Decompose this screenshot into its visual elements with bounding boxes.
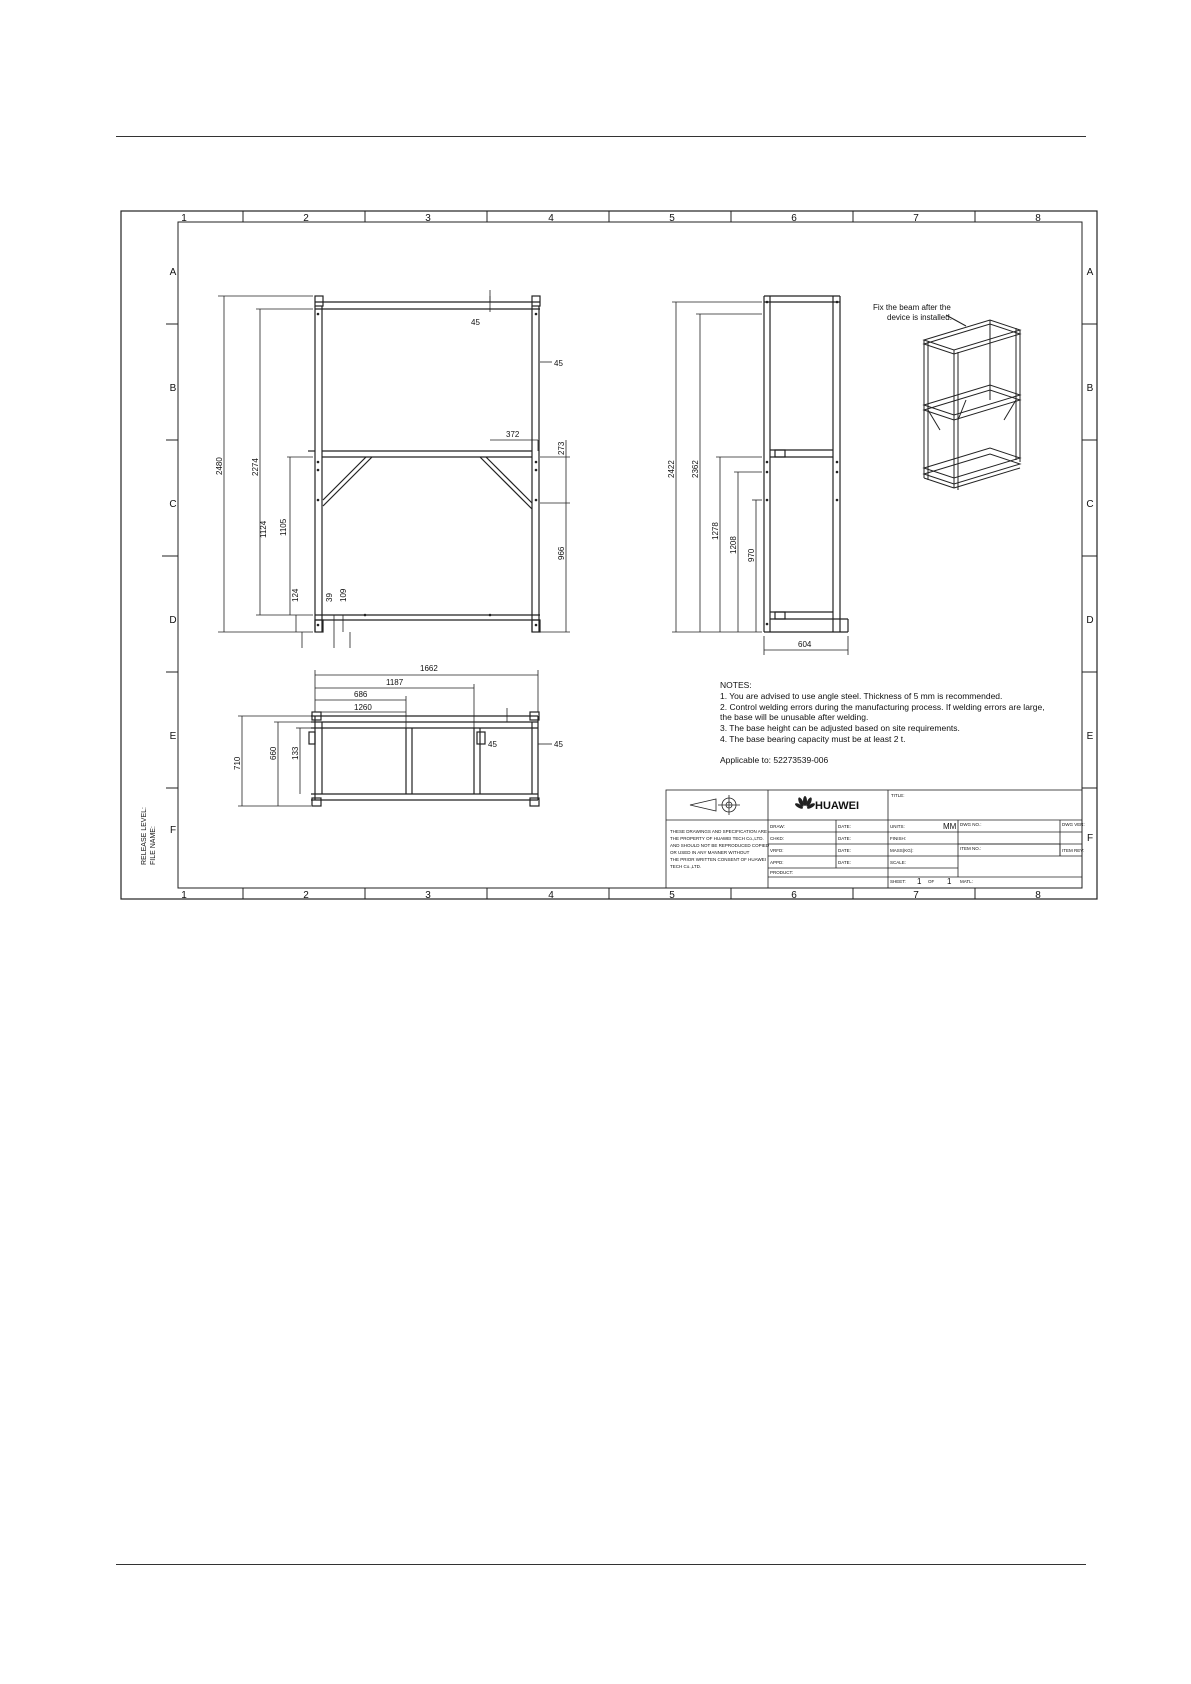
front-dimension-lines <box>218 290 570 648</box>
col-label: 8 <box>1035 890 1041 901</box>
dim-beam-h: 273 <box>557 441 566 455</box>
sheet-label: SHEET: <box>890 879 906 884</box>
units-value: MM <box>943 822 957 831</box>
copyright-line: THE PRIOR WRITTEN CONSENT OF HUAWEI <box>670 857 767 862</box>
note-line: 1. You are advised to use angle steel. Thickness of 5 mm is recommended. <box>720 691 1003 701</box>
col-label: 4 <box>548 890 554 901</box>
col-label: 7 <box>913 890 919 901</box>
date-label: DATE: <box>838 860 851 865</box>
col-label: 2 <box>303 890 309 901</box>
dim-total: 2480 <box>215 457 224 475</box>
dim-top-gap2: 45 <box>554 740 563 749</box>
note-line: 4. The base bearing capacity must be at least 2 t. <box>720 734 906 744</box>
dim-foot1: 39 <box>325 593 334 602</box>
note-line: 3. The base height can be adjusted based on site requirements. <box>720 723 960 733</box>
item-rev-label: ITEM REV: <box>1062 848 1085 853</box>
dim-side-depth: 604 <box>798 640 812 649</box>
drawn-label: DRAW: <box>770 824 785 829</box>
col-label: 8 <box>1035 213 1041 224</box>
date-label: DATE: <box>838 824 851 829</box>
release-level-label: RELEASE LEVEL: <box>141 807 148 865</box>
copyright-line: TECH Co.,LTD. <box>670 864 702 869</box>
col-label: 7 <box>913 213 919 224</box>
column-grid <box>162 211 1097 899</box>
mass-label: MASS(KG): <box>890 848 914 853</box>
row-label: A <box>1086 267 1094 278</box>
isometric-view <box>924 315 1020 490</box>
dim-beam-level2: 1105 <box>279 518 288 536</box>
appd-label: APPD: <box>770 860 784 865</box>
date-label: DATE: <box>838 848 851 853</box>
date-label: DATE: <box>838 836 851 841</box>
dim-beam-level: 1124 <box>259 520 268 538</box>
top-view <box>309 712 539 806</box>
scale-label: SCALE: <box>890 860 907 865</box>
dim-top-1187: 1187 <box>386 678 404 687</box>
col-label: 6 <box>791 890 797 901</box>
of-label: OF <box>928 879 935 884</box>
col-label: 6 <box>791 213 797 224</box>
dim-top-gap: 45 <box>471 318 480 327</box>
dwg-ver-label: DWG VER: <box>1062 822 1085 827</box>
row-label: E <box>169 731 177 742</box>
col-label: 1 <box>181 890 187 901</box>
dwg-no-label: DWG NO.: <box>960 822 982 827</box>
dim-side-beam3: 970 <box>747 548 756 562</box>
dim-top-overall: 1662 <box>420 664 438 673</box>
matl-label: MATL: <box>960 879 973 884</box>
front-dimension-labels <box>215 318 566 602</box>
col-label: 4 <box>548 213 554 224</box>
iso-note-line-2: device is installed. <box>887 313 952 322</box>
front-view-bolts <box>317 313 538 627</box>
row-label: B <box>169 383 177 394</box>
chkd-label: CHKD: <box>770 836 785 841</box>
top-dimension-lines <box>238 670 552 806</box>
dim-side-total: 2422 <box>667 460 676 478</box>
product-label: PRODUCT: <box>770 870 794 875</box>
sheet-total: 1 <box>947 877 952 886</box>
iso-note-line-1: Fix the beam after the <box>873 303 951 312</box>
file-name-label: FILE NAME: <box>150 826 157 865</box>
col-label: 2 <box>303 213 309 224</box>
sheet-number: 1 <box>917 877 922 886</box>
item-no-label: ITEM NO.: <box>960 846 982 851</box>
copyright-line: THE PROPERTY OF HUAWEI TECH Co.,LTD. <box>670 836 764 841</box>
huawei-wordmark: HUAWEI <box>815 800 859 812</box>
copyright-line: AND SHOULD NOT BE REPRODUCED COPIED <box>670 843 770 848</box>
note-line: the base will be unusable after welding. <box>720 712 869 722</box>
notes-heading: NOTES: <box>720 680 752 690</box>
dim-top-686: 686 <box>354 690 368 699</box>
col-label: 3 <box>425 890 431 901</box>
units-label: UNITS: <box>890 824 905 829</box>
dim-top-gap1: 45 <box>488 740 497 749</box>
row-label: C <box>169 499 177 510</box>
dim-side-frame: 2362 <box>691 460 700 478</box>
notes <box>720 680 1045 765</box>
dim-side-beam2: 1208 <box>729 536 738 554</box>
copyright-line: THESE DRAWINGS AND SPECIFICATION ARE <box>670 829 768 834</box>
row-label: B <box>1086 383 1094 394</box>
row-label: F <box>1086 833 1094 844</box>
col-label: 5 <box>669 213 675 224</box>
huawei-logo <box>794 796 859 812</box>
vrfd-label: VRFD: <box>770 848 784 853</box>
col-label: 1 <box>181 213 187 224</box>
title-block-text <box>670 793 1085 884</box>
note-line: 2. Control welding errors during the manufacturing process. If welding errors are large, <box>720 702 1045 712</box>
row-labels-left <box>169 267 176 836</box>
dim-frame-h: 2274 <box>251 458 260 476</box>
side-labels <box>141 807 157 865</box>
row-label: D <box>169 615 177 626</box>
top-dimension-labels <box>233 664 563 770</box>
row-label: E <box>1086 731 1094 742</box>
dim-top-660: 660 <box>269 746 278 760</box>
copyright-line: OR USED IN ANY MANNER WITHOUT <box>670 850 750 855</box>
iso-callout <box>873 303 952 322</box>
finish-label: FINISH: <box>890 836 907 841</box>
row-label: D <box>1086 615 1094 626</box>
applicable-to: Applicable to: 52273539-006 <box>720 755 829 765</box>
dim-brace: 372 <box>506 430 520 439</box>
front-view <box>308 296 540 632</box>
row-label: F <box>169 825 177 836</box>
col-label: 5 <box>669 890 675 901</box>
dim-side-beam1: 1278 <box>711 522 720 540</box>
side-view <box>764 296 848 632</box>
col-label: 3 <box>425 213 431 224</box>
dim-bottom: 124 <box>291 588 300 602</box>
title-label: TITLE: <box>891 793 905 798</box>
dim-top-710: 710 <box>233 756 242 770</box>
side-dimension-labels <box>667 460 812 649</box>
side-view-bolts <box>766 301 839 626</box>
row-label: A <box>169 267 177 278</box>
row-label: C <box>1086 499 1094 510</box>
dim-top-1260: 1260 <box>354 703 372 712</box>
dim-lower-h: 966 <box>557 546 566 560</box>
dim-foot2: 109 <box>339 588 348 602</box>
dim-side-gap: 45 <box>554 359 563 368</box>
dim-top-133: 133 <box>291 746 300 760</box>
